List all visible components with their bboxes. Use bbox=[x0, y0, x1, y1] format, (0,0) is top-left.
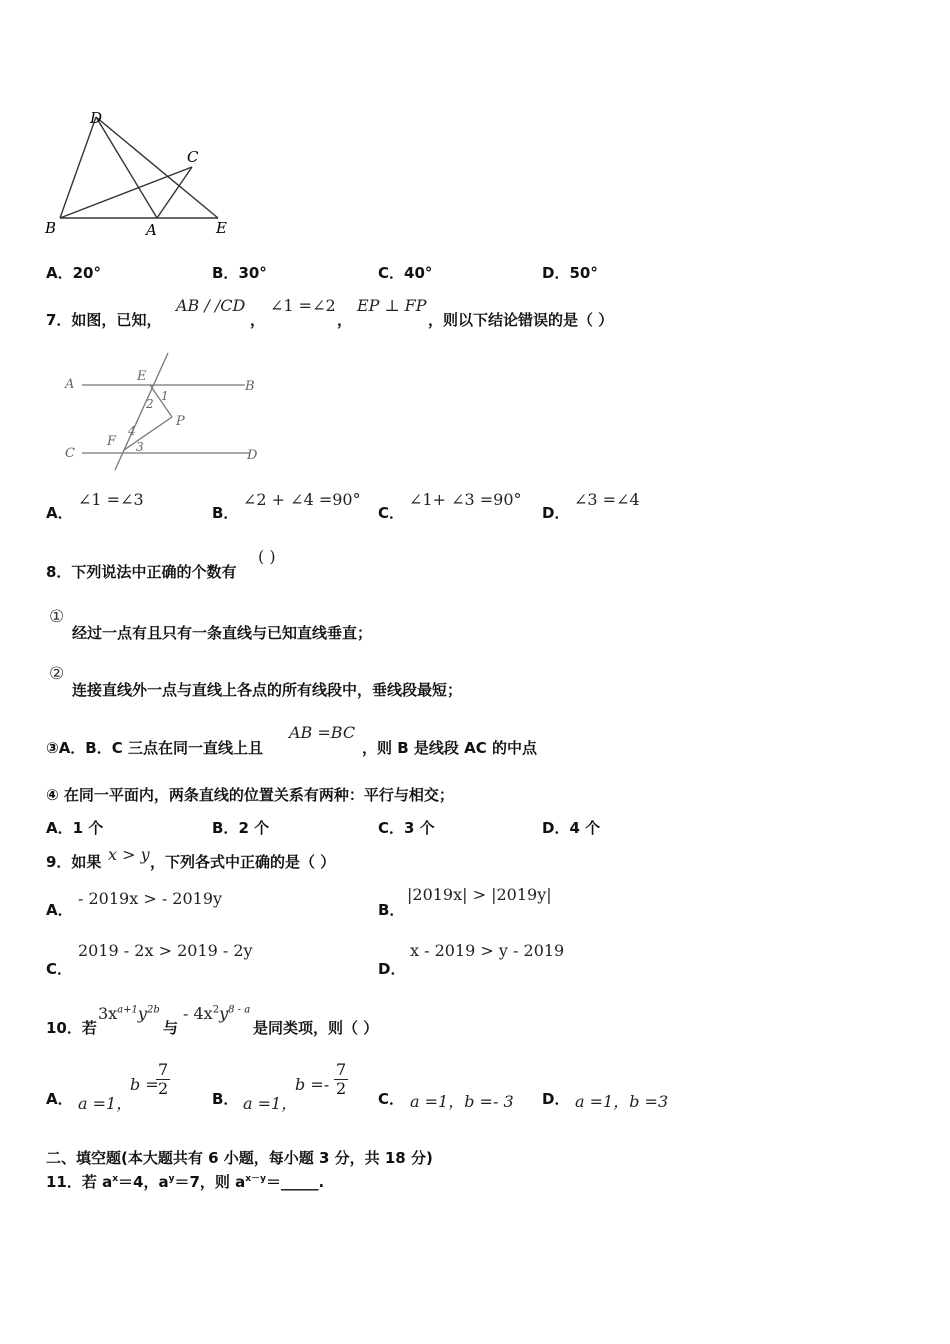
label-angle-2: 2 bbox=[146, 397, 154, 411]
q6-figure bbox=[40, 105, 240, 240]
q8-stem: 8．下列说法中正确的个数有 bbox=[46, 563, 237, 581]
q9-stem-suffix: ，下列各式中正确的是（ ） bbox=[150, 853, 336, 871]
q10-stem-prefix: 10．若 bbox=[46, 1019, 97, 1037]
q10-option-a[interactable]: A． bbox=[46, 1090, 73, 1108]
q8-option-c[interactable]: C．3 个 bbox=[378, 819, 435, 837]
q10-term-1: $3x^{a+1}y^{2b}$ bbox=[98, 1004, 160, 1023]
q10-option-b-b: b =- bbox=[295, 1075, 330, 1094]
section-2-title: 二、填空题(本大题共有 6 小题，每小题 3 分，共 18 分) bbox=[46, 1149, 433, 1167]
q8-statement-3-expr: AB =BC bbox=[289, 723, 356, 742]
label-a: A bbox=[146, 221, 157, 239]
q9-option-d[interactable]: D． bbox=[378, 960, 406, 978]
label-d: D bbox=[90, 109, 103, 127]
q8-statement-3-a: ③A．B．C 三点在同一直线上且 bbox=[46, 739, 263, 757]
q9-condition: x > y bbox=[108, 845, 150, 864]
label-e: E bbox=[216, 219, 227, 237]
label-e: E bbox=[137, 369, 147, 384]
q8-statement-1: 经过一点有且只有一条直线与已知直线垂直； bbox=[72, 624, 373, 642]
q9-option-d-expr: x - 2019 > y - 2019 bbox=[410, 941, 565, 960]
q6-option-b[interactable]: B．30° bbox=[212, 264, 267, 282]
q10-option-d[interactable]: D． bbox=[542, 1090, 570, 1108]
label-p: P bbox=[176, 414, 185, 429]
label-c: C bbox=[187, 148, 199, 166]
q10-option-b[interactable]: B． bbox=[212, 1090, 239, 1108]
label-c: C bbox=[65, 446, 75, 461]
q8-statement-3-b: ，则 B 是线段 AC 的中点 bbox=[362, 739, 537, 757]
q10-option-c[interactable]: C． bbox=[378, 1090, 405, 1108]
q7-cond-perp: EP ⊥ FP bbox=[357, 296, 427, 315]
q7-option-a-expr: ∠1 =∠3 bbox=[78, 490, 144, 509]
q6-option-c[interactable]: C．40° bbox=[378, 264, 433, 282]
label-angle-1: 1 bbox=[161, 389, 169, 403]
q7-option-d[interactable]: D． bbox=[542, 504, 570, 522]
q9-option-b[interactable]: B． bbox=[378, 901, 405, 919]
label-angle-3: 3 bbox=[136, 440, 144, 454]
q7-cond-parallel: AB / /CD bbox=[176, 296, 246, 315]
q8-statement-4: ④ 在同一平面内，两条直线的位置关系有两种：平行与相交； bbox=[46, 786, 454, 804]
label-b: B bbox=[245, 379, 255, 394]
q9-option-c-expr: 2019 - 2x > 2019 - 2y bbox=[78, 941, 253, 960]
q10-option-b-fraction: $\frac{7}{2}$ bbox=[336, 1060, 347, 1098]
q10-term-2: - $4x^2y^{8 - a}$ bbox=[183, 1004, 251, 1023]
segment-db bbox=[60, 117, 96, 218]
q9-option-c[interactable]: C． bbox=[46, 960, 73, 978]
q8-s1-mark: ① bbox=[49, 607, 65, 627]
label-f: F bbox=[107, 434, 117, 449]
q10-stem-suffix: 是同类项，则（ ） bbox=[253, 1019, 379, 1037]
q7-option-c-expr: ∠1+ ∠3 =90° bbox=[409, 490, 522, 509]
q9-option-b-expr: |2019x| > |2019y| bbox=[407, 885, 552, 904]
segment-da bbox=[96, 117, 157, 218]
q8-option-b[interactable]: B．2 个 bbox=[212, 819, 270, 837]
q8-option-d[interactable]: D．4 个 bbox=[542, 819, 601, 837]
q9-option-a[interactable]: A． bbox=[46, 901, 73, 919]
q11-stem: 11．若 $a^x=4$，$a^y=7$，则 $a^{x-y}=\_\_\_\_\_$. bbox=[46, 1173, 325, 1191]
label-angle-4: 4 bbox=[128, 424, 136, 438]
q7-option-b[interactable]: B． bbox=[212, 504, 239, 522]
q6-option-d[interactable]: D．50° bbox=[542, 264, 598, 282]
q7-option-b-expr: ∠2 + ∠4 =90° bbox=[243, 490, 361, 509]
q8-paren: ( ) bbox=[258, 547, 276, 566]
q10-option-a-b: b = bbox=[130, 1075, 159, 1094]
q7-stem-suffix: ，则以下结论错误的是（ ） bbox=[428, 311, 614, 329]
q7-option-d-expr: ∠3 =∠4 bbox=[574, 490, 640, 509]
q10-option-d-expr: a =1，b =3 bbox=[575, 1092, 669, 1111]
q7-figure bbox=[60, 345, 270, 475]
segment-de bbox=[96, 117, 218, 218]
q10-option-c-expr: a =1，b =- 3 bbox=[410, 1092, 514, 1111]
label-a: A bbox=[65, 377, 75, 392]
q9-stem-prefix: 9．如果 bbox=[46, 853, 102, 871]
segment-bc bbox=[60, 167, 192, 218]
label-d: D bbox=[247, 448, 258, 463]
q8-option-a[interactable]: A．1 个 bbox=[46, 819, 104, 837]
q10-option-a-fraction: $\frac{7}{2}$ bbox=[158, 1060, 169, 1098]
label-b: B bbox=[45, 219, 57, 237]
q6-option-a[interactable]: A．20° bbox=[46, 264, 101, 282]
q9-option-a-expr: - 2019x > - 2019y bbox=[78, 889, 223, 908]
q8-statement-2: 连接直线外一点与直线上各点的所有线段中，垂线段最短； bbox=[72, 681, 463, 699]
q7-stem-prefix: 7．如图，已知， bbox=[46, 311, 162, 329]
q7-option-c[interactable]: C． bbox=[378, 504, 405, 522]
q7-option-a[interactable]: A． bbox=[46, 504, 73, 522]
q8-s2-mark: ② bbox=[49, 664, 65, 684]
q7-cond-angles: ∠1 =∠2 bbox=[270, 296, 336, 315]
